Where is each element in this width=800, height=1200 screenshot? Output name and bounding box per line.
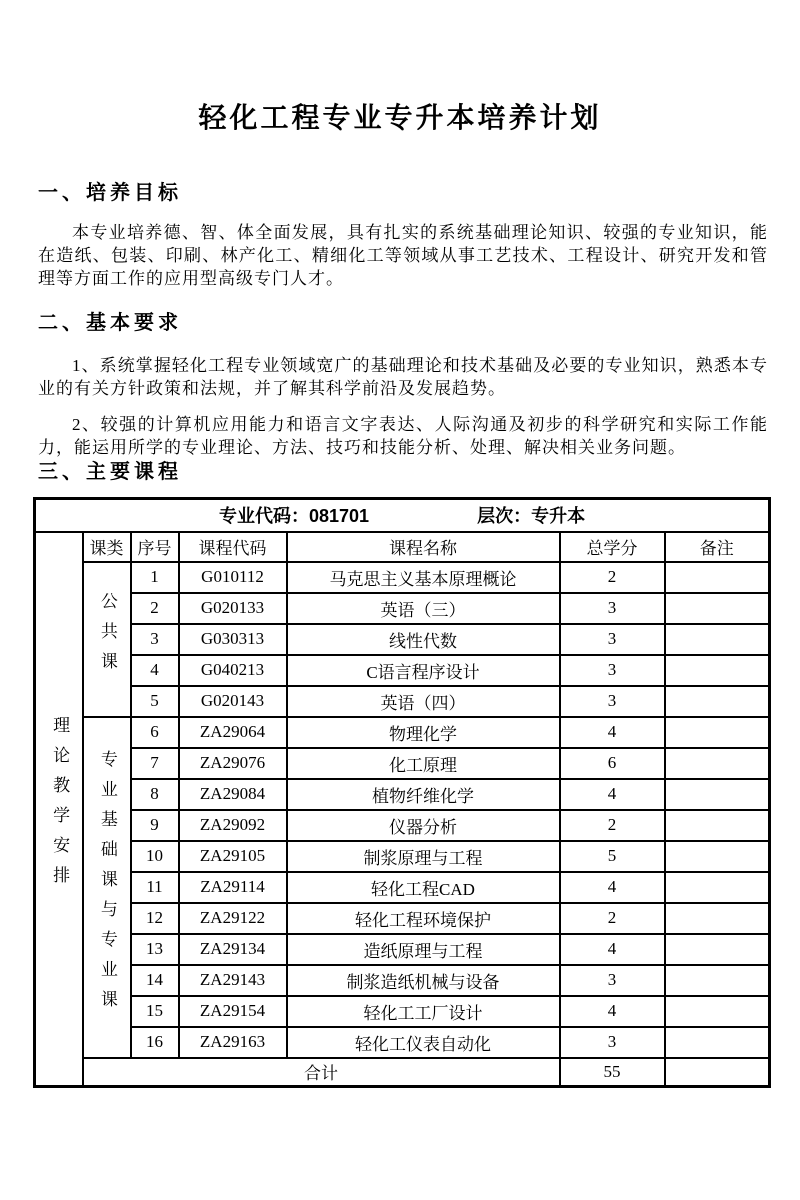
course-credits: 2 <box>560 562 665 593</box>
course-code: ZA29084 <box>179 779 287 810</box>
course-credits: 3 <box>560 593 665 624</box>
course-remark <box>665 1027 770 1058</box>
course-name: 植物纤维化学 <box>287 779 560 810</box>
course-table <box>33 497 771 1088</box>
course-row <box>35 655 770 686</box>
course-no: 10 <box>131 841 179 872</box>
side-label-cell <box>35 532 83 1087</box>
col-header-course-name: 课程名称 <box>287 532 560 562</box>
course-remark <box>665 562 770 593</box>
total-credits: 55 <box>560 1058 665 1087</box>
course-remark <box>665 965 770 996</box>
section-heading-training-goal: 一、培养目标 <box>38 182 182 204</box>
course-remark <box>665 996 770 1027</box>
course-credits: 5 <box>560 841 665 872</box>
course-remark <box>665 810 770 841</box>
group-label-public-courses: 公共课 <box>97 591 117 682</box>
course-no: 1 <box>131 562 179 593</box>
course-code: ZA29154 <box>179 996 287 1027</box>
course-code: ZA29143 <box>179 965 287 996</box>
course-code: ZA29092 <box>179 810 287 841</box>
course-code: ZA29122 <box>179 903 287 934</box>
course-row <box>35 965 770 996</box>
course-credits: 3 <box>560 624 665 655</box>
course-remark <box>665 593 770 624</box>
training-goal-paragraph: 本专业培养德、智、体全面发展，具有扎实的系统基础理论知识、较强的专业知识，能在造纸、包装、印刷、林产化工、精细化工等领域从事工艺技术、工程设计、研究开发和管理等方面工作的应用型高级专门人才。 <box>38 223 768 288</box>
col-header-total-credits: 总学分 <box>560 532 665 562</box>
course-credits: 3 <box>560 1027 665 1058</box>
basic-requirement-paragraph-1: 1、系统掌握轻化工程专业领域宽广的基础理论和技术基础及必要的专业知识，熟悉本专业的有关方针政策和法规，并了解其科学前沿及发展趋势。 <box>38 356 768 398</box>
course-credits: 3 <box>560 655 665 686</box>
course-code: G020133 <box>179 593 287 624</box>
course-row <box>35 1027 770 1058</box>
course-remark <box>665 841 770 872</box>
side-label: 理论教学安排 <box>50 716 70 897</box>
course-credits: 4 <box>560 872 665 903</box>
course-row <box>35 624 770 655</box>
group-label-major-courses: 专业基础课与专业课 <box>97 749 117 1020</box>
course-credits: 2 <box>560 810 665 841</box>
col-header-course-class: 课类 <box>83 532 131 562</box>
course-credits: 6 <box>560 748 665 779</box>
course-no: 13 <box>131 934 179 965</box>
course-code: ZA29114 <box>179 872 287 903</box>
course-remark <box>665 655 770 686</box>
course-credits: 2 <box>560 903 665 934</box>
course-row <box>35 748 770 779</box>
course-row <box>35 686 770 717</box>
course-row <box>35 562 770 593</box>
course-no: 4 <box>131 655 179 686</box>
course-name: 英语（三） <box>287 593 560 624</box>
course-code: ZA29064 <box>179 717 287 748</box>
course-no: 11 <box>131 872 179 903</box>
course-no: 5 <box>131 686 179 717</box>
course-row <box>35 810 770 841</box>
document-title: 轻化工程专业专升本培养计划 <box>198 102 602 133</box>
course-row <box>35 841 770 872</box>
basic-requirement-paragraph-2: 2、较强的计算机应用能力和语言文字表达、人际沟通及初步的科学研究和实际工作能力，能运用所学的专业理论、方法、技巧和技能分析、处理、解决相关业务问题。 <box>38 415 768 457</box>
course-credits: 4 <box>560 996 665 1027</box>
major-code-label: 专业代码：081701 <box>218 506 370 527</box>
course-name: C语言程序设计 <box>287 655 560 686</box>
course-no: 7 <box>131 748 179 779</box>
course-no: 8 <box>131 779 179 810</box>
course-name: 物理化学 <box>287 717 560 748</box>
col-header-course-code: 课程代码 <box>179 532 287 562</box>
course-no: 2 <box>131 593 179 624</box>
course-name: 仪器分析 <box>287 810 560 841</box>
course-remark <box>665 934 770 965</box>
level-label: 层次：专升本 <box>477 506 586 527</box>
course-remark <box>665 779 770 810</box>
course-code: ZA29134 <box>179 934 287 965</box>
course-credits: 3 <box>560 965 665 996</box>
course-no: 12 <box>131 903 179 934</box>
section-heading-basic-requirements: 二、基本要求 <box>38 312 182 334</box>
course-name: 英语（四） <box>287 686 560 717</box>
table-header-row <box>35 532 770 562</box>
course-name: 线性代数 <box>287 624 560 655</box>
section-heading-main-courses: 三、主要课程 <box>38 461 182 483</box>
course-name: 轻化工程CAD <box>287 872 560 903</box>
course-row <box>35 593 770 624</box>
course-remark <box>665 903 770 934</box>
group-cell-major-courses <box>83 717 131 1058</box>
total-row <box>35 1058 770 1087</box>
course-no: 6 <box>131 717 179 748</box>
course-row <box>35 903 770 934</box>
course-name: 轻化工仪表自动化 <box>287 1027 560 1058</box>
course-name: 造纸原理与工程 <box>287 934 560 965</box>
course-row <box>35 934 770 965</box>
course-row <box>35 872 770 903</box>
course-no: 9 <box>131 810 179 841</box>
course-name: 制浆造纸机械与设备 <box>287 965 560 996</box>
course-code: ZA29163 <box>179 1027 287 1058</box>
course-credits: 4 <box>560 717 665 748</box>
col-header-remark: 备注 <box>665 532 770 562</box>
course-credits: 4 <box>560 934 665 965</box>
course-remark <box>665 717 770 748</box>
course-code: G020143 <box>179 686 287 717</box>
course-no: 3 <box>131 624 179 655</box>
course-no: 15 <box>131 996 179 1027</box>
course-credits: 4 <box>560 779 665 810</box>
course-code: G040213 <box>179 655 287 686</box>
course-code: ZA29105 <box>179 841 287 872</box>
table-meta-row <box>35 499 770 532</box>
col-header-number: 序号 <box>131 532 179 562</box>
course-name: 化工原理 <box>287 748 560 779</box>
course-no: 14 <box>131 965 179 996</box>
course-name: 制浆原理与工程 <box>287 841 560 872</box>
course-credits: 3 <box>560 686 665 717</box>
course-name: 马克思主义基本原理概论 <box>287 562 560 593</box>
table-meta-cell <box>35 499 770 532</box>
course-row <box>35 996 770 1027</box>
course-remark <box>665 748 770 779</box>
course-code: ZA29076 <box>179 748 287 779</box>
course-no: 16 <box>131 1027 179 1058</box>
course-remark <box>665 872 770 903</box>
course-remark <box>665 686 770 717</box>
course-code: G030313 <box>179 624 287 655</box>
course-code: G010112 <box>179 562 287 593</box>
total-label-cell: 合计 <box>83 1058 560 1087</box>
course-name: 轻化工工厂设计 <box>287 996 560 1027</box>
course-row <box>35 779 770 810</box>
course-remark <box>665 624 770 655</box>
group-cell-public-courses <box>83 562 131 717</box>
total-remark <box>665 1058 770 1087</box>
course-row <box>35 717 770 748</box>
course-name: 轻化工程环境保护 <box>287 903 560 934</box>
